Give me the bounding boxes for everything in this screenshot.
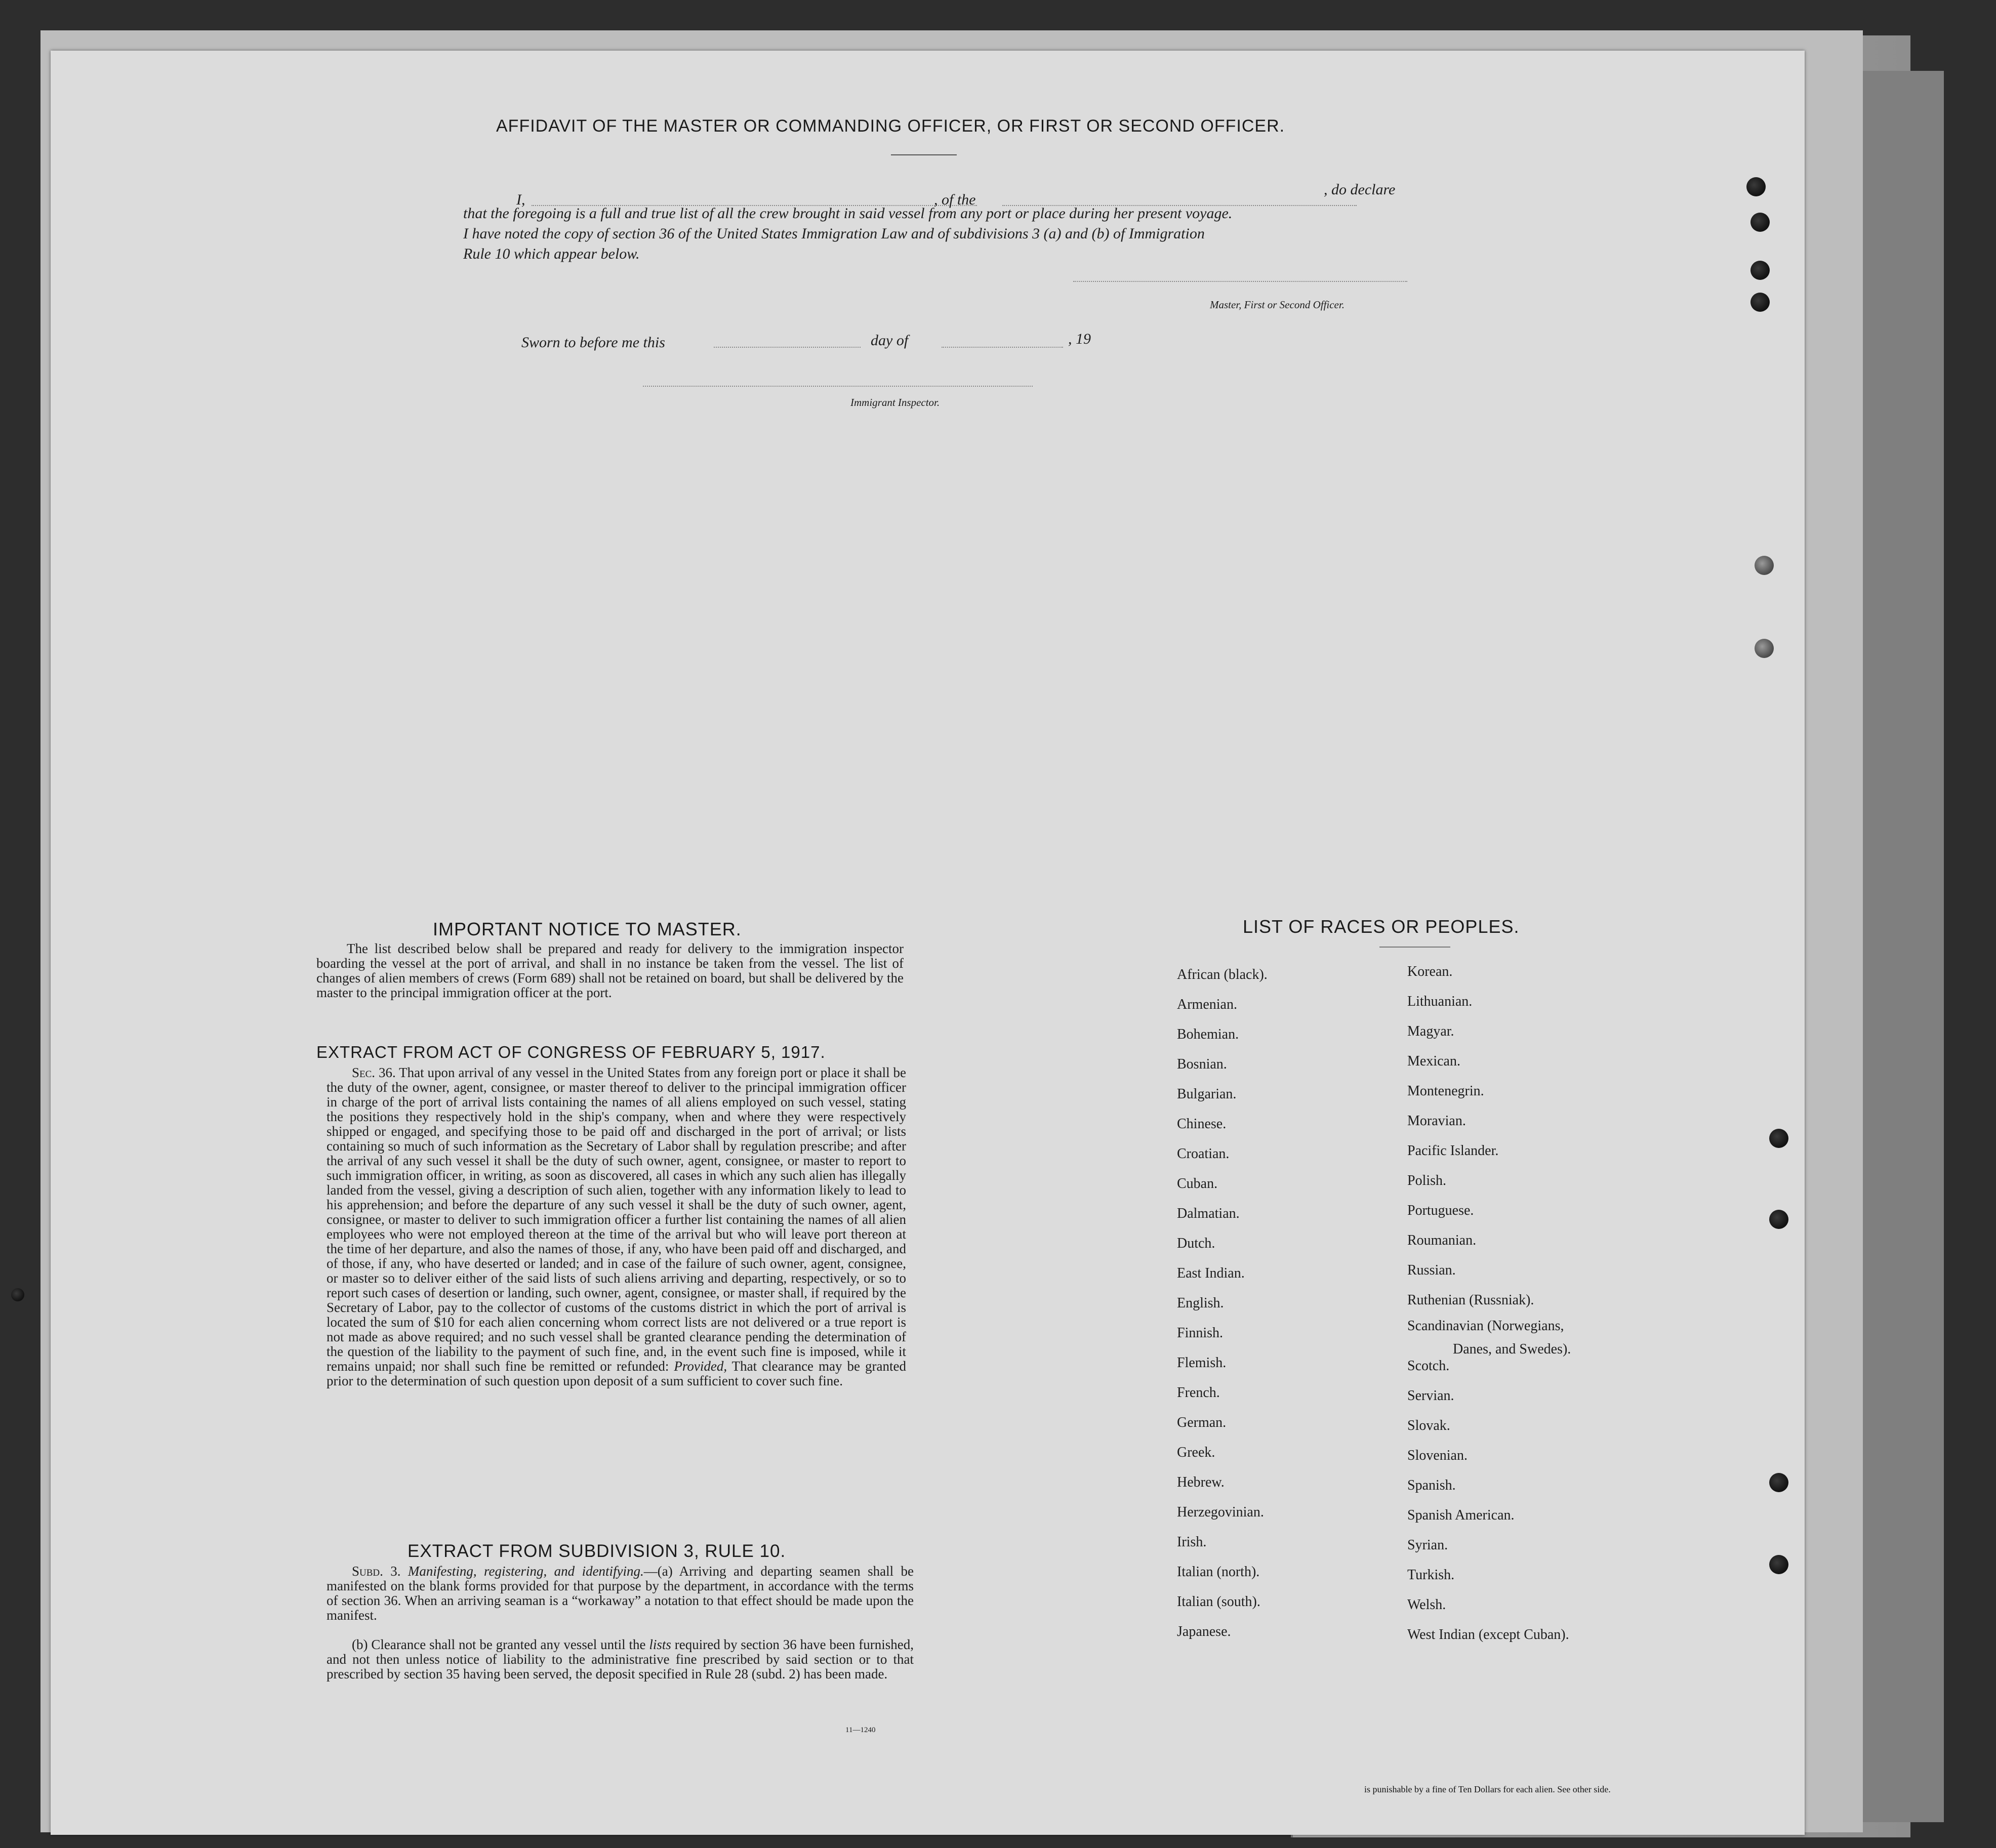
race-item: Chinese.: [1177, 1116, 1227, 1132]
edge-hole: [11, 1288, 24, 1301]
race-item: Roumanian.: [1407, 1233, 1477, 1248]
month-line: [942, 347, 1063, 348]
act-body-end: That clearance may be granted prior to the determination of such question upon deposit of a sum sufficient to cover such fine.: [327, 1359, 906, 1388]
race-item: Spanish.: [1407, 1477, 1456, 1493]
under-sheet-note: is punishable by a fine of Ten Dollars for each alien. See other side.: [1364, 1784, 1611, 1794]
race-item: Polish.: [1407, 1173, 1447, 1188]
race-item: West Indian (except Cuban).: [1407, 1627, 1569, 1642]
race-item: German.: [1177, 1415, 1227, 1430]
under-sheet-edge: [1863, 71, 1944, 1822]
race-item: Japanese.: [1177, 1624, 1231, 1639]
race-item: Syrian.: [1407, 1537, 1448, 1553]
binder-hole: [1750, 261, 1770, 280]
race-item: Finnish.: [1177, 1325, 1224, 1341]
race-item: Turkish.: [1407, 1567, 1455, 1583]
binder-hole: [1769, 1210, 1788, 1229]
affidavit-line-2: that the foregoing is a full and true list of all the crew brought in said vessel from any port or place during her present voyage.: [463, 205, 1233, 222]
rule-para-a-text: —(a) Arriving and departing seamen shall be manifested on the blank forms provided for that purpose by the department, in accordance with the terms of section 36. When an arriving seaman is a “workaway” a notation to that effect should be made upon the manifest.: [327, 1564, 914, 1623]
race-item: African (black).: [1177, 967, 1268, 982]
binder-hole: [1769, 1555, 1788, 1574]
rule-para-b-lists: lists: [649, 1637, 671, 1652]
act-title: EXTRACT FROM ACT OF CONGRESS OF FEBRUARY 5, 1917.: [316, 1043, 826, 1061]
race-item: Ruthenian (Russniak).: [1407, 1292, 1534, 1308]
master-caption: Master, First or Second Officer.: [1210, 299, 1345, 311]
binder-hole: [1755, 556, 1774, 575]
rule-subd-label: Subd. 3.: [352, 1564, 401, 1579]
race-item: Scotch.: [1407, 1358, 1450, 1374]
affidavit-line-4: Rule 10 which appear below.: [463, 245, 640, 262]
year-text: , 19: [1068, 331, 1091, 347]
binder-hole: [1769, 1473, 1788, 1492]
races-title: LIST OF RACES OR PEOPLES.: [1243, 916, 1520, 937]
race-item: East Indian.: [1177, 1265, 1245, 1281]
rule-para-b-start: (b) Clearance shall not be granted any vessel until the: [352, 1637, 646, 1652]
race-item: Dalmatian.: [1177, 1206, 1240, 1221]
affidavit-declare: , do declare: [1324, 181, 1396, 198]
inspector-caption: Immigrant Inspector.: [850, 396, 940, 408]
act-sec-label: Sec. 36.: [352, 1065, 396, 1080]
race-item: Flemish.: [1177, 1355, 1227, 1371]
form-number: 11—1240: [845, 1726, 876, 1734]
race-item: Portuguese.: [1407, 1203, 1474, 1218]
race-item: Spanish American.: [1407, 1507, 1515, 1523]
affidavit-of-the: , of the: [934, 191, 976, 208]
races-title-rule: [1379, 947, 1450, 948]
race-item: English.: [1177, 1295, 1224, 1311]
race-item: Hebrew.: [1177, 1474, 1225, 1490]
binder-hole: [1746, 177, 1766, 196]
document-page: [51, 51, 1805, 1835]
act-provided-label: Provided,: [674, 1359, 727, 1374]
race-item: Slovak.: [1407, 1418, 1450, 1433]
race-item: Croatian.: [1177, 1146, 1230, 1162]
race-item: Bohemian.: [1177, 1026, 1239, 1042]
rule-para-a: [327, 1564, 914, 1623]
rule-subd-heading: Manifesting, registering, and identifying.: [408, 1564, 644, 1579]
race-item: Slovenian.: [1407, 1448, 1468, 1463]
affidavit-i: I,: [516, 191, 525, 208]
race-item: Dutch.: [1177, 1236, 1215, 1251]
race-item: Bosnian.: [1177, 1056, 1227, 1072]
race-item: Moravian.: [1407, 1113, 1466, 1129]
race-item: Herzegovinian.: [1177, 1504, 1264, 1520]
day-of-text: day of: [871, 332, 909, 349]
race-item: French.: [1177, 1385, 1220, 1401]
race-item: Irish.: [1177, 1534, 1207, 1550]
title-rule: [891, 154, 957, 155]
binder-hole: [1750, 293, 1770, 312]
race-scandinavian-cont: Danes, and Swedes).: [1453, 1341, 1571, 1357]
act-body: [327, 1065, 906, 1388]
notice-body: The list described below shall be prepared and ready for delivery to the immigration inspector boarding the vessel at the port of arrival, and shall in no instance be taken from the vessel. The list of changes of alien members of crews (Form 689) shall not be retained on board, but shall be delivered by the master to the principal immigration officer at the port.: [316, 941, 904, 1000]
race-item: Welsh.: [1407, 1597, 1446, 1613]
affidavit-line-3: I have noted the copy of section 36 of the United States Immigration Law and of subdivisions 3 (a) and (b) of Immigration: [463, 225, 1205, 242]
race-item: Mexican.: [1407, 1053, 1460, 1069]
master-signature-line: [1073, 281, 1407, 282]
race-item: Servian.: [1407, 1388, 1454, 1404]
race-item: Bulgarian.: [1177, 1086, 1237, 1102]
race-item: Italian (north).: [1177, 1564, 1260, 1580]
affidavit-title: AFFIDAVIT OF THE MASTER OR COMMANDING OFFICER, OR FIRST OR SECOND OFFICER.: [496, 116, 1285, 136]
race-item: Italian (south).: [1177, 1594, 1260, 1610]
race-item: Montenegrin.: [1407, 1083, 1484, 1099]
act-body-text: That upon arrival of any vessel in the United States from any foreign port or place it shall be the duty of the owner, agent, consignee, or master thereof to deliver to the principal immigration officer in charge of the port of arrival lists containing the names of all aliens employed on such vessel, stating the positions they respectively hold in the ship's company, when and where they were respectively shipped or engaged, and specifying those to be paid off and discharged in the port of arrival; or lists containing so much of such information as the Secretary of Labor shall by regulation prescribe; and after the arrival of any such vessel it shall be the duty of such owner, agent, consignee, or master to report to such immigration officer, in writing, as soon as discovered, all cases in which any such alien has illegally landed from the vessel, giving a description of such alien, together with any information likely to lead to his apprehension; and before the departure of any such vessel it shall be the duty of such owner, agent, consignee, or master to deliver to such immigration officer a further list containing the names of all alien employees who were not employed thereon at the time of the arrival but who will leave port thereon at the time of her departure, and also the names of those, if any, who have been paid off and discharged, and of those, if any, who have deserted or landed; and in case of the failure of such owner, agent, consignee, or master so to deliver either of the said lists of such aliens arriving and departing, respectively, or so to report such cases of desertion or landing, such owner, agent, consignee, or master shall, if required by the Secretary of Labor, pay to the collector of customs of the customs district in which the port of arrival is located the sum of $10 for each alien concerning whom correct lists are not delivered or a true report is not made as above required; and no such vessel shall be granted clearance pending the determination of the question of the liability to the payment of such fine, and, in the event such fine is imposed, while it remains unpaid; nor shall such fine be remitted or refunded:: [327, 1065, 906, 1374]
inspector-signature-line: [643, 386, 1033, 387]
race-item: Lithuanian.: [1407, 994, 1473, 1009]
notice-title: IMPORTANT NOTICE TO MASTER.: [433, 919, 742, 939]
race-item: Pacific Islander.: [1407, 1143, 1499, 1159]
rule-para-b: [327, 1637, 914, 1681]
race-item: Russian.: [1407, 1262, 1456, 1278]
race-item: Magyar.: [1407, 1023, 1454, 1039]
race-item: Scandinavian (Norwegians,: [1407, 1318, 1564, 1334]
binder-hole: [1755, 639, 1774, 658]
rule-title: EXTRACT FROM SUBDIVISION 3, RULE 10.: [408, 1541, 786, 1561]
race-item: Korean.: [1407, 964, 1453, 979]
rule-para-b-end: required by section 36 have been furnished, and not then unless notice of liability to the administrative fine prescribed by said section or to that prescribed by section 35 having been served, the deposit specified in Rule 28 (subd. 2) has been made.: [327, 1637, 914, 1681]
race-item: Armenian.: [1177, 997, 1237, 1012]
sworn-text: Sworn to before me this: [521, 334, 665, 351]
race-item: Cuban.: [1177, 1176, 1218, 1192]
race-item: Greek.: [1177, 1445, 1215, 1460]
binder-hole: [1750, 213, 1770, 232]
sworn-day-line: [714, 347, 861, 348]
binder-hole: [1769, 1129, 1788, 1148]
